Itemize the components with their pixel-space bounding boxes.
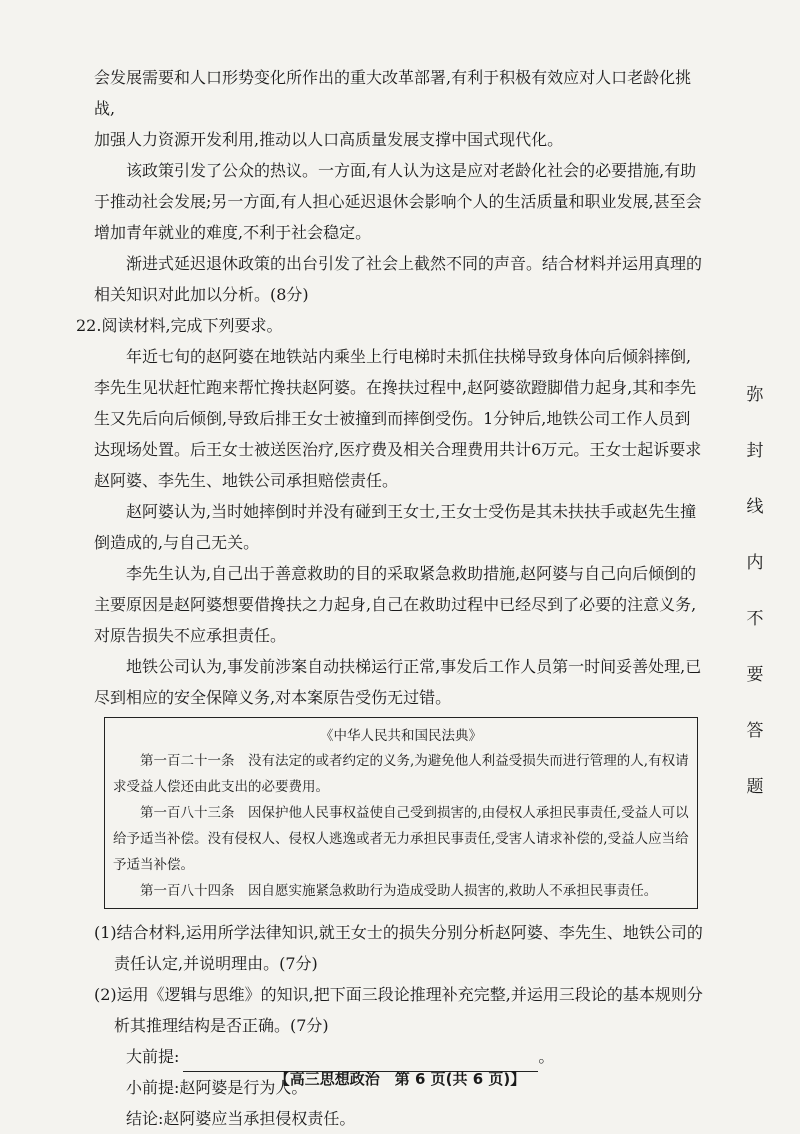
q22-paragraph-2: 赵阿婆认为,当时她摔倒时并没有碰到王女士,王女士受伤是其未扶扶手或赵先生撞倒造成的,与自己无关。	[94, 502, 697, 552]
seal-char: 答	[746, 721, 764, 741]
q22-sub-question-2: (2)运用《逻辑与思维》的知识,把下面三段论推理补充完整,并运用三段论的基本规则分析其推理结构是否正确。(7分)	[94, 985, 703, 1035]
seal-char: 题	[746, 777, 764, 797]
exam-page-content	[76, 62, 704, 1134]
q22-sub-question-1: (1)结合材料,运用所学法律知识,就王女士的损失分别分析赵阿婆、李先生、地铁公司的责任认定,并说明理由。(7分)	[94, 923, 703, 973]
intro-paragraph-2: 该政策引发了公众的热议。一方面,有人认为这是应对老龄化社会的必要措施,有助于推动社会发展;另一方面,有人担心延迟退休会影响个人的生活质量和职业发展,甚至会增加青年就业的难度,不利于社会稳定。	[94, 161, 702, 242]
minor-premise: 小前提:赵阿婆是行为人。	[126, 1078, 308, 1097]
major-premise-label: 大前提:	[126, 1047, 180, 1066]
seal-char: 弥	[746, 385, 764, 405]
major-premise-end: 。	[538, 1047, 555, 1066]
seal-line-notice	[740, 385, 770, 833]
seal-char: 内	[746, 553, 764, 573]
q21-task: 渐进式延迟退休政策的出台引发了社会上截然不同的声音。结合材料并运用真理的相关知识对此加以分析。(8分)	[94, 254, 703, 304]
seal-char: 封	[746, 441, 764, 461]
intro-line-1: 会发展需要和人口形势变化所作出的重大改革部署,有利于积极有效应对人口老龄化挑战,	[94, 68, 692, 118]
seal-char: 要	[746, 665, 764, 685]
q22-paragraph-3: 李先生认为,自己出于善意救助的目的采取紧急救助措施,赵阿婆与自己向后倾倒的主要原因是赵阿婆想要借搀扶之力起身,自己在救助过程中已经尽到了必要的注意义务,对原告损失不应承担责任。	[94, 564, 697, 645]
q22-heading: 22.阅读材料,完成下列要求。	[76, 316, 283, 335]
intro-line-2: 加强人力资源开发利用,推动以人口高质量发展支撑中国式现代化。	[94, 130, 564, 149]
seal-char: 线	[746, 497, 764, 517]
page-footer: 【高三思想政治 第 6 页(共 6 页)】	[274, 1070, 526, 1088]
q22-paragraph-4: 地铁公司认为,事发前涉案自动扶梯运行正常,事发后工作人员第一时间妥善处理,已尽到相应的安全保障义务,对本案原告受伤无过错。	[94, 657, 702, 707]
syllogism-conclusion: 结论:赵阿婆应当承担侵权责任。	[126, 1109, 356, 1128]
civil-code-title: 《中华人民共和国民法典》	[320, 728, 482, 744]
civil-code-box	[104, 717, 698, 909]
article-121: 第一百二十一条 没有法定的或者约定的义务,为避免他人利益受损失而进行管理的人,有权请求受益人偿还由此支出的必要费用。	[113, 753, 689, 795]
article-184: 第一百八十四条 因自愿实施紧急救助行为造成受助人损害的,救助人不承担民事责任。	[140, 883, 658, 899]
seal-char: 不	[746, 609, 764, 629]
article-183: 第一百八十三条 因保护他人民事权益使自己受到损害的,由侵权人承担民事责任,受益人可以给予适当补偿。没有侵权人、侵权人逃逸或者无力承担民事责任,受害人请求补偿的,受益人应当给予适当补偿。	[113, 805, 689, 873]
q22-paragraph-1: 年近七旬的赵阿婆在地铁站内乘坐上行电梯时未抓住扶梯导致身体向后倾斜摔倒,李先生见状赶忙跑来帮忙搀扶赵阿婆。在搀扶过程中,赵阿婆欲蹬脚借力起身,其和李先生又先后向后倾倒,导致后排王女士被撞到而摔倒受伤。1分钟后,地铁公司工作人员到达现场处置。后王女士被送医治疗,医疗费及相关合理费用共计6万元。王女士起诉要求赵阿婆、李先生、地铁公司承担赔偿责任。	[94, 347, 702, 490]
